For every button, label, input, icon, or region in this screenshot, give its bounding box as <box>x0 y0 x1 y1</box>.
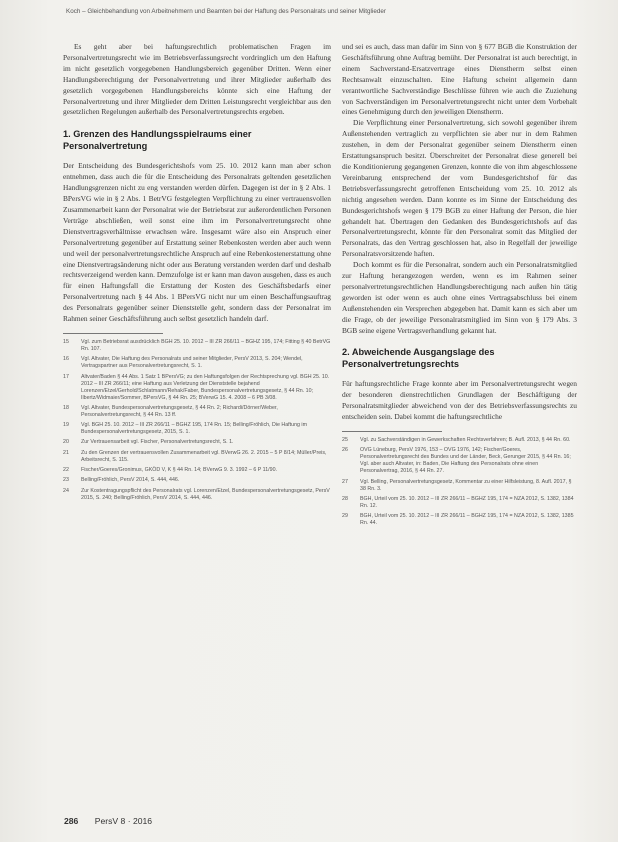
footnote-number: 26 <box>342 447 348 454</box>
footnote-text: Vgl. Altvater, Bundespersonalvertretungsgesetz, § 44 Rn. 2; Richardi/Dörner/Weber, Personalvertretungsrecht, § 44 Rn. 13 ff. <box>81 404 278 418</box>
footnote-number: 22 <box>63 467 69 474</box>
footnote-number: 15 <box>63 338 69 345</box>
footnote-number: 21 <box>63 449 69 456</box>
footnote <box>63 405 331 419</box>
footnote-text: Belling/Fröhlich, PersV 2014, S. 444, 446. <box>81 477 180 484</box>
paragraph: Doch kommt es für die Personalrat, sondern auch ein Personalratsmitglied zur Haftung herangezogen werden, wenn es im Rahmen seiner personalvertretungsrechtlichen Handlungsberechtigung nach außen hin tätig geworden ist oder wenn es auch ohne eines Vertragsabschluss bei einem Außenstehenden ein Versprechen abgegeben hat. Damit kann es sich aber um die Frage, ob der jeweilige Personalratsmitglied im Sinn von § 179 Abs. 3 BGB seine eigene Vertragsverhandlung gekannt hat. <box>342 260 577 335</box>
footnote-text: Zu den Grenzen der vertrauensvollen Zusammenarbeit vgl. BVerwG 26. 2. 2015 – 5 P 8/14; Müller/Preis, Arbeitsrecht, S. 115. <box>81 449 327 463</box>
footnote <box>63 477 331 484</box>
footnote-text: OVG Lüneburg, PersV 1976, 153 – OVG 1976, 142; Fischer/Goeres, Personalvertretungsrecht des Bundes und der Länder, Beck, Gerunger 2015, § 44 Rn. 16; Vgl. aber auch Altvater, in: Baden, Die Haftung des Personalrats ohne einen Personalvertrag, 2016, § 44 Rn. 27. <box>360 447 571 475</box>
footnote <box>63 356 331 370</box>
footnote <box>63 450 331 464</box>
page-number: 286 <box>64 816 79 826</box>
footnote <box>63 339 331 353</box>
footnote-text: Zur Vertrauensarbeit vgl. Fischer, Personalvertretungsrecht, S. 1. <box>81 439 234 446</box>
paragraph: Der Entscheidung des Bundesgerichtshofs vom 25. 10. 2012 kann man aber schon entnehmen, dass auch die für die Entscheidung des Personalrats geltenden gesetzlichen Handlungsgrenzen nicht zu eng verstanden werden dürfen. Dagegen ist der in § 2 Abs. 1 BPersVG wie in § 2 Abs. 1 BetrVG festgelegten Verpflichtung zu einer vertrauensvollen Zusammenarbeit kann der Personalrat wie der Betriebsrat zur außerordentlichen Personen Verträge abschließen, weil sonst eine ihm im Personalvertretungsrecht ohne Dienstvertragsverhältnisse erwachsen wäre. Insgesamt wäre also ein Anspruch einer Personalvertretung gegenüber auf Erstattung seiner Rebenkosten werden aber auch wenn und weil der personalvertretungsrechtliche Anspruch auf eine Rebenkostenerstattung ohne eine Dienstvertragsänderung nicht oder aus Beratung verstanden werden darf und deshalb rechtsverzeigend werden kann. Demzufolge ist er kann man davon ausgehen, dass es auch für einen Haftungsfall die Erstattung der Kosten des Geschäftsbedarfs einer Personalvertretung nach § 44 Abs. 1 BPersVG nicht nur um einen Beschaffungsauftrag des Personalrats gegenüber seiner Dienststelle geht, sondern dass der Personalrat im Rahmen seiner Geschäftsführung auch selbst gesetzlich handeln darf. <box>63 161 331 324</box>
footnote <box>342 437 577 444</box>
footnotes-left <box>63 339 331 502</box>
footnote-number: 29 <box>342 513 348 520</box>
footnote-number: 24 <box>63 487 69 494</box>
footnote <box>342 447 577 475</box>
footnotes-right <box>342 437 577 527</box>
right-column <box>342 42 577 531</box>
paragraph: Es geht aber bei haftungsrechtlich problematischen Fragen im Personalvertretungsrecht wie im Betriebsverfassungsrecht vordringlich um den Haftung im nicht gesetzlich vorgegebenen Handlungsbereich gegenüber Dritten. Wenn einer Handlungsberechtigung der Personalvertretung und ihrer Mitglieder außerhalb des gesetzlich vorgegebenen Handlungsbereichs könnte sich eine Haftung der Personalvertretung und ihrer Mitglieder dem Dritten Leistungsrecht vergleichbar aus den gesetzlichen Regelungen außerhalb des Personalvertretungsrechts ergeben. <box>63 42 331 117</box>
footnote <box>63 422 331 436</box>
section-heading: 2. Abweichende Ausgangslage des Personalvertretungsrechts <box>342 347 495 369</box>
footnote-rule <box>63 333 163 334</box>
page-footer <box>64 816 152 826</box>
footnote-text: Vgl. zum Betriebsrat ausdrücklich BGH 25. 10. 2012 – III ZR 266/11 – BGHZ 195, 174; Fitting § 40 BetrVG Rn. 107. <box>81 338 331 352</box>
footnote <box>63 467 331 474</box>
footnote-number: 19 <box>63 422 69 429</box>
footnote <box>342 479 577 493</box>
footnote <box>63 374 331 402</box>
footnote-text: Vgl. Belling, Personalvertretungsgesetz, Kommentar zu einer Hilfsleistung, 8. Aufl. 2017, § 38 Rn. 3. <box>360 478 572 492</box>
footnote-number: 28 <box>342 495 348 502</box>
section-heading: 1. Grenzen des Handlungsspielraums einer Personalvertretung <box>63 129 252 151</box>
footnote-number: 23 <box>63 477 69 484</box>
paragraph: und sei es auch, dass man dafür im Sinn von § 677 BGB die Konstruktion der Geschäftsführung ohne Auftrag bemüht. Der Personalrat ist auch berechtigt, in einem Sachverstand-Ersatzvertrage eines Dienstherrn selbst einen Rechtsanwalt einzuschalten. Eine Haftung scheint allgemein dann verantwortliche Sachverständige Beschlüsse führen wie auch die Zuziehung von Sachverständigen im Personalvertretungsrecht nicht unter dem Vorbehalt eines Genehmigung durch den jeweiligen Dienstherrn. <box>342 42 577 117</box>
footnote-number: 16 <box>63 356 69 363</box>
footnote <box>63 439 331 446</box>
footnote-text: Vgl. zu Sachverständigen in Gewerkschaften Rechtsverfahren; B. Aufl. 2013, § 44 Rn. 60. <box>360 437 571 444</box>
footnote-number: 18 <box>63 404 69 411</box>
footnote <box>342 496 577 510</box>
footnote-text: Fischer/Goeres/Gronimus, GKÖD V, K § 44 Rn. 14; BVerwG 9. 3. 1992 – 6 P 11/90. <box>81 467 277 474</box>
running-header: Koch – Gleichbehandlung von Arbeitnehmern und Beamten bei der Haftung des Personalrats und seiner Mitglieder <box>66 8 386 15</box>
footnote-text: BGH, Urteil vom 25. 10. 2012 – III ZR 266/11 – BGHZ 195, 174 = NZA 2012, S. 1382, 1385 Rn. 44. <box>360 513 574 527</box>
footnote-text: Vgl. BGH 25. 10. 2012 – III ZR 266/11 – BGHZ 195, 174 Rn. 15; Belling/Fröhlich, Die Haftung im Bundespersonalvertretungsgesetz, 2015, S. 1. <box>81 422 308 436</box>
footnote-text: Altvater/Baden § 44 Abs. 1 Satz 1 BPersVG; zu den Haftungsfolgen der Rechtsprechung vgl. BGH 25. 10. 2012 – III ZR 266/11; eine Haftung aus Verletzung der Dienststelle bejahend Lorenzen/Etzel/Gerhold/Schlatmann/Rehak/Faber, Bundespersonalvertretungsgesetz, § 44 Rn. 10; Ilbertz/Widmaier/Sommer, BPersVG, § 44 Rn. 25; BVerwG 15. 4. 2008 – 6 PB 3/08. <box>81 373 330 401</box>
footnote <box>63 488 331 502</box>
paragraph: Die Verpflichtung einer Personalvertretung, sich sowohl gegenüber ihrem Außenstehenden vertraglich zu verpflichten sie aber nur in dem Rahmen zustehen, in dem der Personalrat gegenüber seinem Dienstherrn einen Erstattungsanspruch besitzt. Überschreitet der Personalrat diese generell bei die Konditionierung gegangenen Grenzen, konnte die von ihm abgeschlossene Vereinbarung entsprechend der vom Bundesgerichtshof für das Betriebsverfassungsrecht getroffenen Entscheidung vom 25. 10. 2012 als nichtig angesehen werden. Dann konnte es im Sinne der Entscheidung des Bundesgerichtshofs wegen § 179 BGB zu einer Haftung der Person, die hier gehandelt hat. Übertragen den Gedanken des Bundesgerichtshofs auf das Personalvertretungsrecht, könnte für den Personalrat somit das Mitglied der Personalrats, das den Vertrag geschlossen hat, also in Regelfall der jeweilige Personalratsvorsitzende haften. <box>342 118 577 259</box>
footnote-number: 20 <box>63 439 69 446</box>
footnote-number: 27 <box>342 478 348 485</box>
paragraph: Für haftungsrechtliche Frage konnte aber im Personalvertretungsrecht wegen der besonderen dienstrechtlichen Grundlagen der Beschäftigung der Personalratsmitglieder abweichend von der des Betriebsverfassungsrechts zu entscheiden sein. Dabei kommt die haftungsrechtliche <box>342 379 577 422</box>
left-column <box>63 42 331 505</box>
footnote-number: 25 <box>342 437 348 444</box>
footnote-number: 17 <box>63 373 69 380</box>
footnote-text: Zur Kostentragungspflicht des Personalrats vgl. Lorenzen/Etzel, Bundespersonalvertretungsgesetz, PersV 2015, S. 240; Belling/Fröhlich, PersV 2014, S. 444, 446. <box>81 487 330 501</box>
journal-issue: PersV 8 · 2016 <box>94 816 153 826</box>
footnote-text: Vgl. Altvater, Die Haftung des Personalrats und seiner Mitglieder, PersV 2013, S. 204; Wendel, Vertragspartner aus Personalvertretungsrecht, S. 1. <box>81 356 303 370</box>
footnote-rule <box>342 431 442 432</box>
footnote-text: BGH, Urteil vom 25. 10. 2012 – III ZR 266/11 – BGHZ 195, 174 = NZA 2012, S. 1382, 1384 Rn. 12. <box>360 495 574 509</box>
footnote <box>342 513 577 527</box>
